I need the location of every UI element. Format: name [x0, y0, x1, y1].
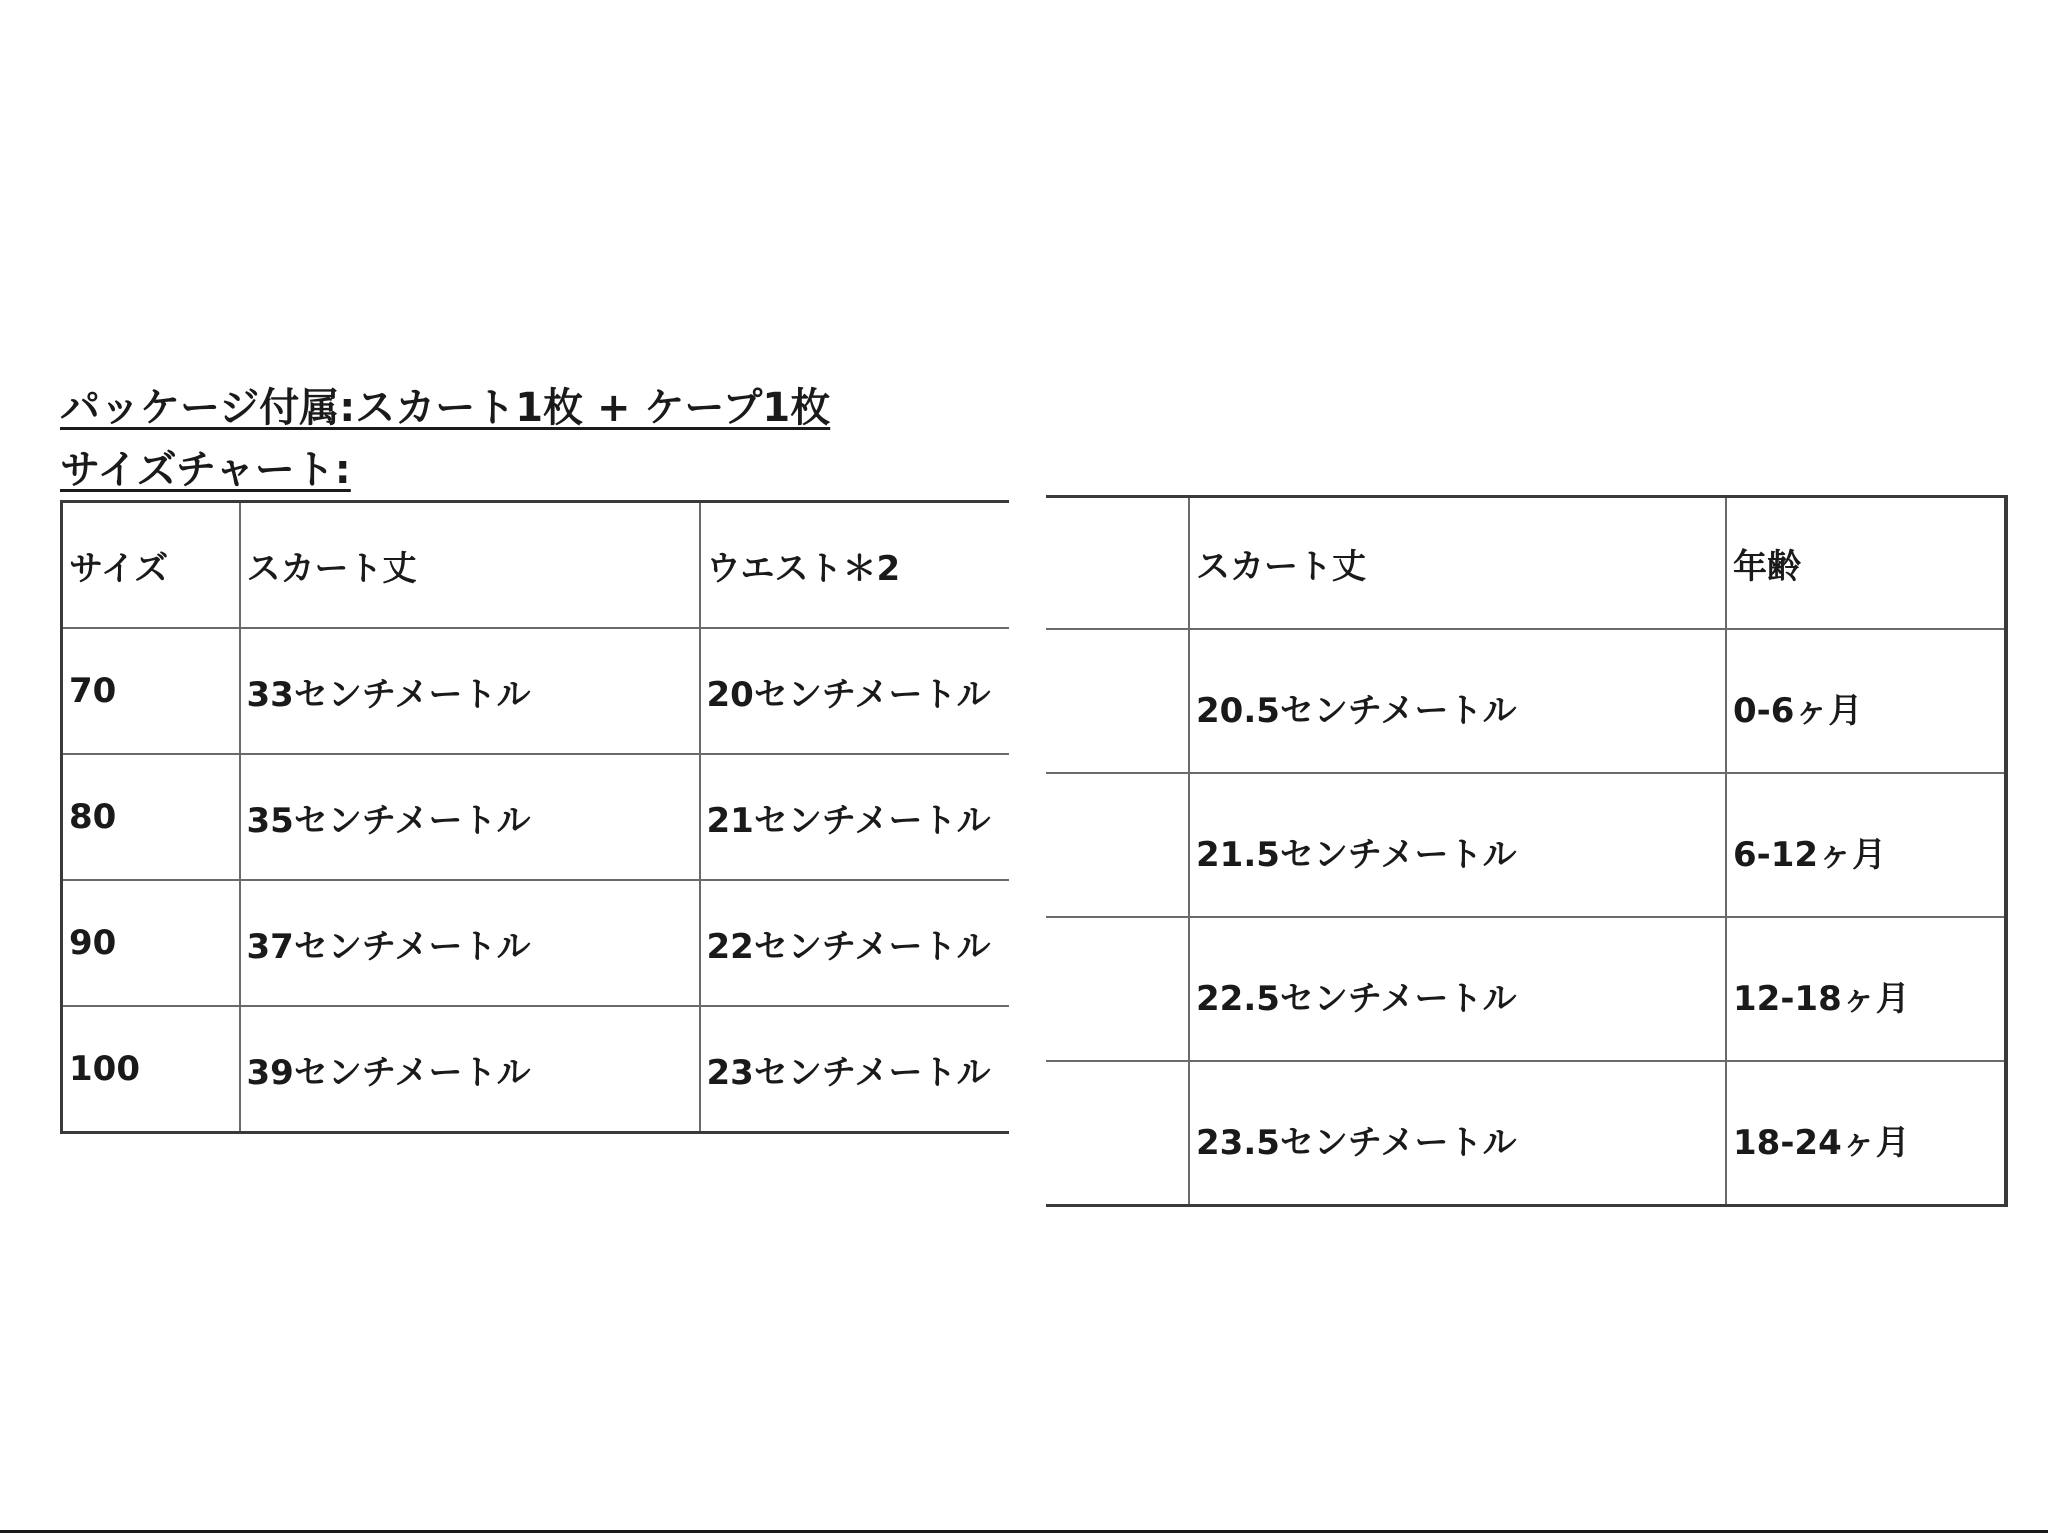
size-cell: 90 [62, 880, 240, 1006]
column-header-waist: ウエスト＊2 [700, 502, 1009, 629]
cape-size-table [1046, 495, 2008, 1207]
table-header-row [62, 502, 1009, 629]
waist-cell: 23センチメートル [700, 1006, 1009, 1133]
age-cell: 12-18ヶ月 [1726, 917, 2006, 1061]
skirt-length-cell: 21.5センチメートル [1189, 773, 1726, 917]
table-row [62, 754, 1009, 880]
table-row [1046, 917, 2006, 1061]
skirt-length-cell: 33センチメートル [240, 628, 700, 754]
blank-cell [1046, 773, 1189, 917]
skirt-length-cell: 39センチメートル [240, 1006, 700, 1133]
size-cell: 80 [62, 754, 240, 880]
skirt-length-cell: 23.5センチメートル [1189, 1061, 1726, 1206]
age-cell: 18-24ヶ月 [1726, 1061, 2006, 1206]
skirt-length-cell: 20.5センチメートル [1189, 629, 1726, 773]
skirt-length-cell: 22.5センチメートル [1189, 917, 1726, 1061]
size-cell: 100 [62, 1006, 240, 1133]
table-header-row [1046, 497, 2006, 630]
skirt-length-cell: 37センチメートル [240, 880, 700, 1006]
size-cell: 70 [62, 628, 240, 754]
blank-cell [1046, 917, 1189, 1061]
table-row [62, 1006, 1009, 1133]
table-row [62, 880, 1009, 1006]
skirt-size-table [60, 500, 1009, 1134]
age-cell: 6-12ヶ月 [1726, 773, 2006, 917]
package-contents-heading: パッケージ付属:スカート1枚 + ケープ1枚 [60, 385, 831, 431]
waist-cell: 20センチメートル [700, 628, 1009, 754]
table-row [1046, 1061, 2006, 1206]
column-header-size: サイズ [62, 502, 240, 629]
blank-cell [1046, 1061, 1189, 1206]
table-row [1046, 629, 2006, 773]
age-cell: 0-6ヶ月 [1726, 629, 2006, 773]
blank-cell [1046, 629, 1189, 773]
waist-cell: 22センチメートル [700, 880, 1009, 1006]
table-row [62, 628, 1009, 754]
size-chart-heading: サイズチャート: [60, 447, 351, 493]
column-header-skirt-length: スカート丈 [240, 502, 700, 629]
skirt-length-cell: 35センチメートル [240, 754, 700, 880]
table-row [1046, 773, 2006, 917]
column-header-age: 年齢 [1726, 497, 2006, 630]
waist-cell: 21センチメートル [700, 754, 1009, 880]
column-header-skirt-length: スカート丈 [1189, 497, 1726, 630]
column-header-blank [1046, 497, 1189, 630]
